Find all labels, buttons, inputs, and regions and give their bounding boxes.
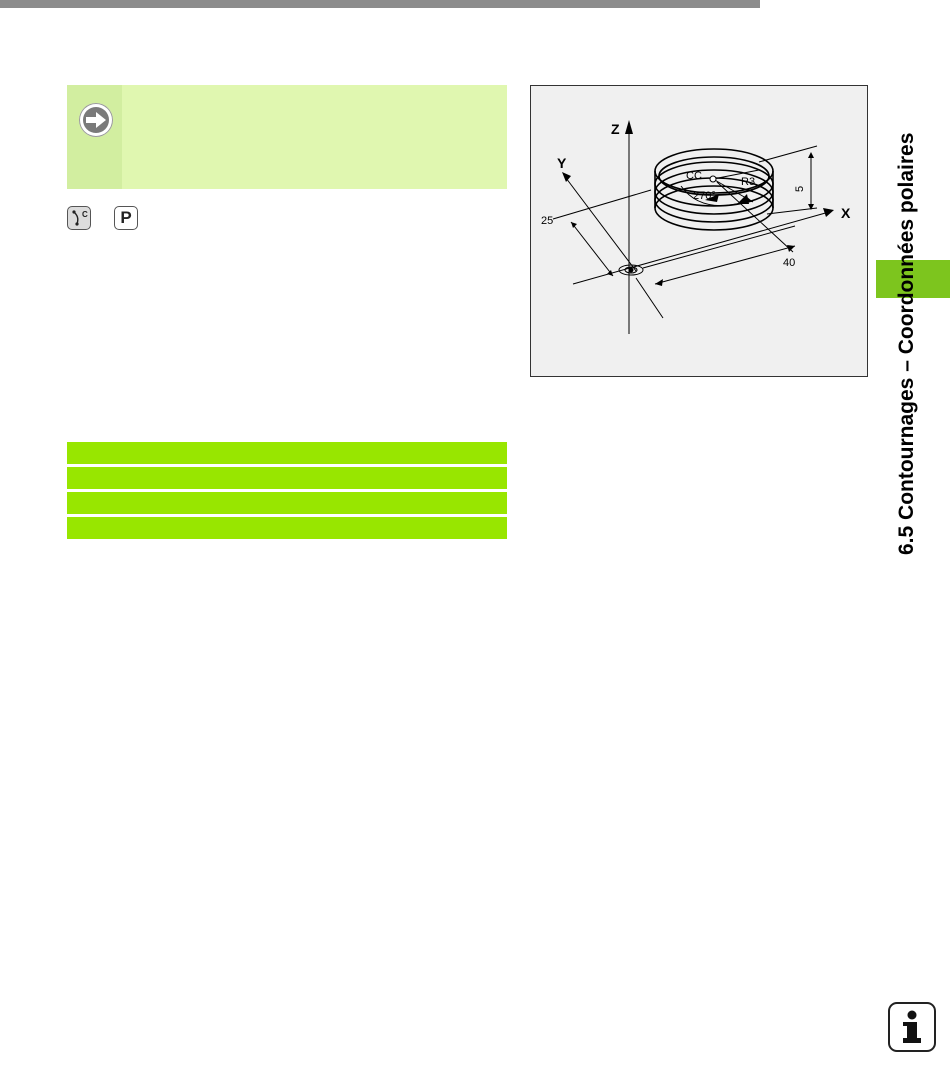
dim-5-label: 5 bbox=[794, 185, 806, 192]
axis-z-label: Z bbox=[611, 121, 620, 137]
arrow-right-icon bbox=[79, 103, 113, 137]
info-icon[interactable] bbox=[888, 1002, 936, 1052]
top-rule bbox=[0, 0, 760, 8]
angle-270-label: 270° bbox=[693, 190, 716, 202]
axis-x-label: X bbox=[841, 205, 851, 221]
table-row bbox=[67, 517, 507, 539]
helix-drawing bbox=[531, 86, 867, 376]
r3-label: R3 bbox=[741, 176, 756, 188]
dim-25-label: 25 bbox=[541, 215, 554, 227]
table-row bbox=[67, 442, 507, 464]
path-function-key[interactable] bbox=[67, 206, 91, 230]
path-key-label: C bbox=[82, 210, 88, 219]
table-row bbox=[67, 492, 507, 514]
polar-p-key[interactable]: P bbox=[114, 206, 138, 230]
note-icon-cell bbox=[67, 85, 122, 189]
cc-label: CC bbox=[686, 170, 702, 182]
dim-40-label: 40 bbox=[783, 257, 796, 269]
axis-y-label: Y bbox=[557, 155, 567, 171]
helix-figure bbox=[530, 85, 868, 377]
table-row bbox=[67, 467, 507, 489]
note-box bbox=[67, 85, 507, 189]
section-title: 6.5 Contournages – Coordonnées polaires bbox=[895, 132, 918, 555]
